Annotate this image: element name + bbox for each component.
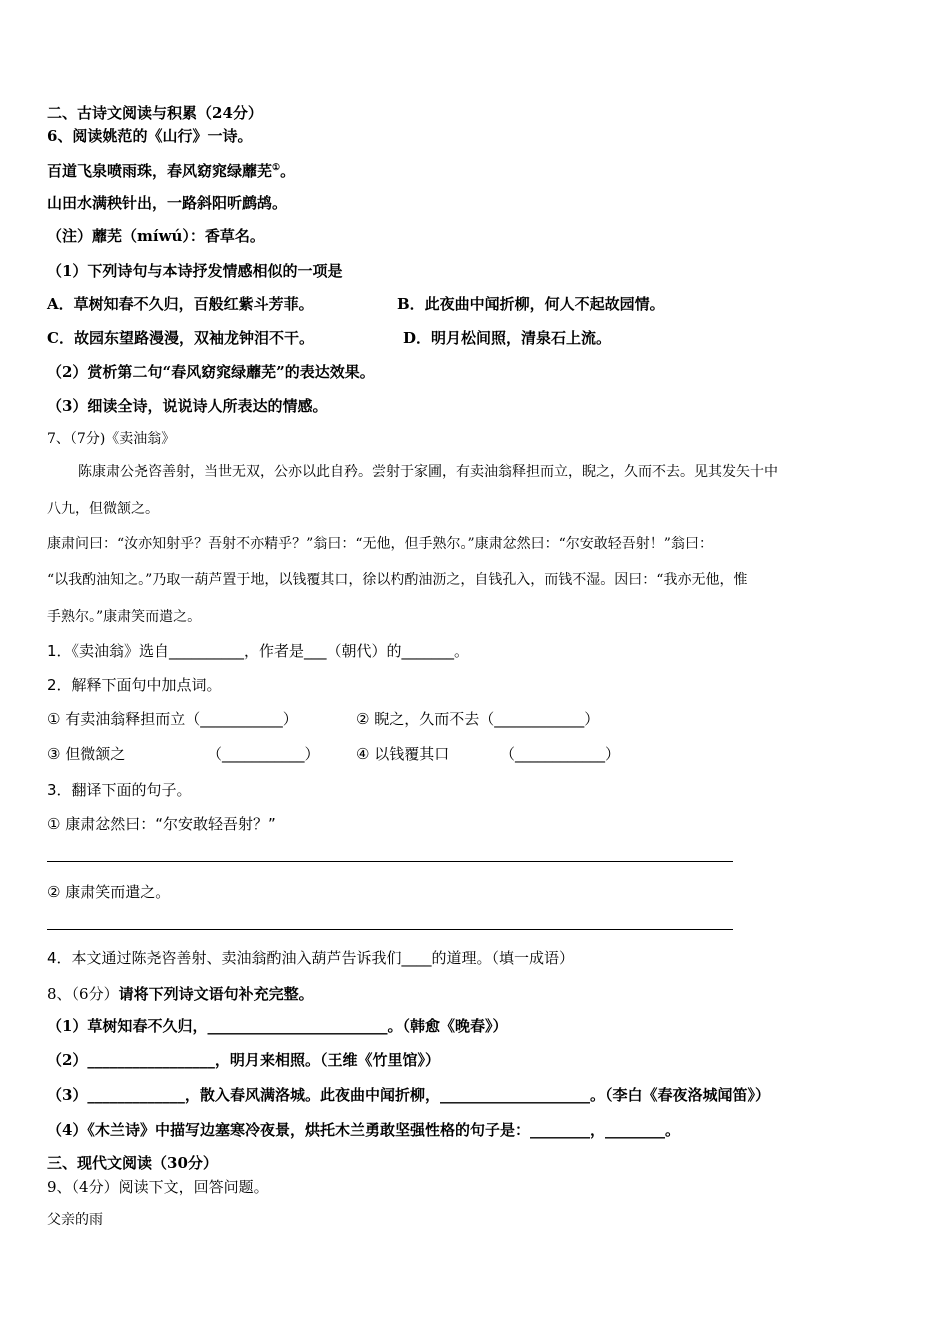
q8-line-2: （2）_________________，明月来相照。（王维《竹里馆》） [47,1051,440,1069]
q6-intro: 6、阅读姚范的《山行》一诗。 [47,127,253,145]
poem-line-2: 山田水满秧针出，一路斜阳听鹧鸪。 [47,194,288,212]
answer-line-1 [47,861,733,862]
q7-item2-d: ④ 以钱覆其口 [356,745,450,763]
q9-intro: 9、（4分）阅读下文，回答问题。 [47,1178,269,1196]
poem-line-1-text: 百道飞泉喷雨珠，春风窈窕绿蘼芜 [47,162,273,180]
q8-title-bold: 请将下列诗文语句补充完整。 [118,985,314,1003]
q7-item3-a: ① 康肃忿然曰：“尔安敢轻吾射？” [47,815,276,833]
q7-item2-a: ① 有卖油翁释担而立（___________） [47,710,298,728]
footnote-marker: ① [272,163,281,173]
option-b: B．此夜曲中闻折柳，何人不起故园情。 [397,295,665,313]
option-a: A．草树知春不久归，百般红紫斗芳菲。 [47,295,314,313]
q6-sub1: （1）下列诗句与本诗抒发情感相似的一项是 [47,262,343,280]
q8-line-1: （1）草树知春不久归，________________________。（韩愈《晚春》） [47,1017,508,1035]
q7-item2-c-blank: （___________） [207,745,320,763]
passage-line-4: “以我酌油知之。”乃取一葫芦置于地，以钱覆其口，徐以杓酌油沥之，自钱孔入，而钱不湿。因曰：“我亦无他，惟 [47,572,748,588]
section3-heading: 三、现代文阅读（30分） [47,1154,218,1172]
q6-sub3: （3）细读全诗，说说诗人所表达的情感。 [47,397,328,415]
q6-sub2: （2）赏析第二句“春风窈窕绿蘼芜”的表达效果。 [47,363,375,381]
q8-line-3: （3）_____________，散入春风满洛城。此夜曲中闻折柳，____________________。（李白《春夜洛城闻笛》） [47,1086,770,1104]
q8-line-4: （4）《木兰诗》中描写边塞寒冷夜景，烘托木兰勇敢坚强性格的句子是：________，________。 [47,1121,680,1139]
poem-note: （注）蘼芜（míwú）：香草名。 [47,227,265,245]
q7-item2: 2．解释下面句中加点词。 [47,676,222,694]
section2-heading: 二、古诗文阅读与积累（24分） [47,104,263,122]
q7-item3: 3．翻译下面的句子。 [47,781,192,799]
q7-item2-d-blank: （____________） [500,745,621,763]
q7-item2-c: ③ 但微颔之 [47,745,126,763]
q8-title-prefix: 8、（6分） [47,985,119,1003]
option-c: C．故园东望路漫漫，双袖龙钟泪不干。 [47,329,314,347]
poem-line-1 [47,158,295,181]
option-d: D．明月松间照，清泉石上流。 [403,329,612,347]
passage-line-2: 八九，但微颔之。 [47,501,159,517]
answer-line-2 [47,929,733,930]
poem-line-1-end: 。 [280,162,296,180]
passage-line-5: 手熟尔。”康肃笑而遣之。 [47,609,202,625]
q8-title [47,984,314,1004]
passage-line-1: 陈康肃公尧咨善射，当世无双，公亦以此自矜。尝射于家圃，有卖油翁释担而立，睨之，久而不去。见其发矢十中 [78,464,778,480]
q7-title: 7、（7分)《卖油翁》 [47,431,176,447]
article-title: 父亲的雨 [47,1212,103,1228]
q7-item1: 1．《卖油翁》选自__________，作者是___（朝代）的_______。 [47,642,470,660]
q7-item4: 4．本文通过陈尧咨善射、卖油翁酌油入葫芦告诉我们____的道理。（填一成语） [47,949,575,967]
q7-item2-b: ② 睨之，久而不去（____________） [356,710,600,728]
passage-line-3: 康肃问曰：“汝亦知射乎？吾射不亦精乎？”翁曰：“无他，但手熟尔。”康肃忿然曰：“尔安敢轻吾射！”翁曰： [47,536,713,552]
q7-item3-b: ② 康肃笑而遣之。 [47,883,171,901]
